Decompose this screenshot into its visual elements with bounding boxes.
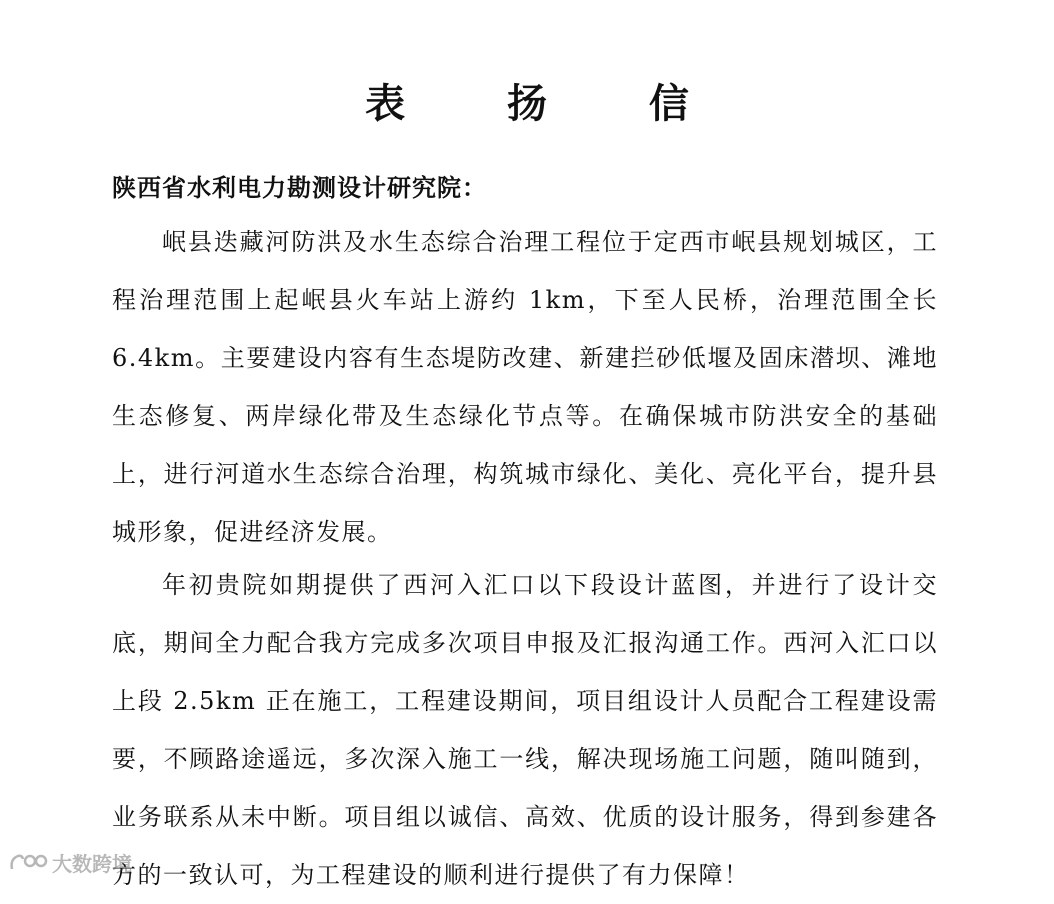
- watermark-text: 大数跨境: [52, 852, 132, 876]
- paragraph-2: 年初贵院如期提供了西河入汇口以下段设计蓝图，并进行了设计交底，期间全力配合我方完成多次项目申报及汇报沟通工作。西河入汇口以上段 2.5km 正在施工，工程建设期间，项目组设计人员配合工程建设需要，不顾路途遥远，多次深入施工一线，解决现场施工问题，随叫随到，业务联系从未中断。项目组以诚信、高效、优质的设计服务，得到参建各方的一致认可，为工程建设的顺利进行提供了有力保障！: [112, 571, 938, 889]
- paragraph-1: 岷县迭藏河防洪及水生态综合治理工程位于定西市岷县规划城区，工程治理范围上起岷县火车站上游约 1km，下至人民桥，治理范围全长 6.4km。主要建设内容有生态堤防改建、新建拦砂低堰及固床潜坝、滩地生态修复、两岸绿化带及生态绿化节点等。在确保城市防洪安全的基础上，进行河道水生态综合治理，构筑城市绿化、美化、亮化平台，提升县城形象，促进经济发展。: [112, 228, 938, 546]
- salutation: 陕西省水利电力勘测设计研究院：: [112, 174, 487, 202]
- letter-title: 表 扬 信: [365, 81, 733, 127]
- watermark-logo-icon: [8, 851, 48, 875]
- watermark: [8, 848, 132, 877]
